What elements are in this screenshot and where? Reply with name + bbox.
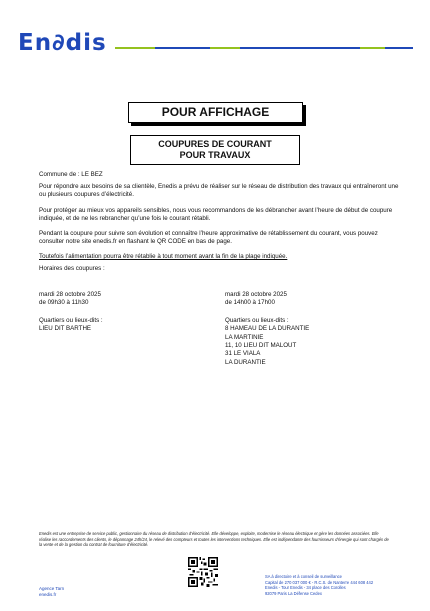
addr-line: Capital de 270 037 000 € - R.C.S. de Nanterre 444 608 442 (265, 579, 374, 585)
place-item: 11, 10 LIEU DIT MALOUT (225, 342, 297, 350)
place-item: LA DURANTIE (225, 358, 266, 366)
outage-time: de 14h00 à 17h00 (225, 299, 275, 307)
outage-2 (225, 291, 309, 367)
agence-website-link[interactable]: enedis.fr (39, 591, 57, 597)
warning: Toutefois l’alimentation pourra être rétablie à tout moment avant la fin de la plage indiquée. (39, 253, 288, 260)
legal-notice: Enedis est une entreprise de service public, gestionnaire du réseau de distribution d’électricité. Elle développe, exploite, modernise le réseau électrique et gère les données associées. Elle réalise les raccordements des clients, le dépannage 24h/24, le relevé des compteurs et toutes les interventions techniques. Elle est indépendante des fournisseurs d’énergie qui sont chargés de la vente et de la gestion du contrat de fourniture d’électricité. (39, 531, 389, 548)
enedis-logo: En∂dis (18, 30, 107, 56)
addr-line: Enedis - Tour Enedis - 34 place des Corolles (265, 585, 346, 591)
addr-line: 92079 Paris La Défense Cedex (265, 590, 322, 596)
outage-1 (39, 291, 103, 334)
agence-name: Agence Tarn (39, 586, 65, 591)
addr-line: SA à directoire et à conseil de surveillance (265, 574, 342, 579)
logo-underline (115, 47, 413, 49)
outage-time: de 09h30 à 11h30 (39, 299, 89, 307)
place-item: 31 LE VIALA (225, 350, 261, 358)
commune: Commune de : LE BEZ (39, 171, 103, 178)
paragraph-3: Pendant la coupure pour suivre son évolution et connaître l’heure approximative de rétablissement du courant, vous pouvez consulter notre site enedis.fr en flashant le QR CODE en bas de page. (39, 230, 378, 246)
title-line1: COUPURES DE COURANT (158, 139, 272, 149)
agence-info (39, 586, 64, 597)
place-item: LA MARTINIE (225, 333, 264, 341)
places-label: Quartiers ou lieux-dits : (225, 316, 289, 324)
company-address (265, 574, 415, 596)
outage-date: mardi 28 octobre 2025 (225, 291, 287, 298)
qr-code[interactable] (188, 557, 218, 587)
title-box (130, 135, 300, 165)
paragraph-2: Pour protéger au mieux vos appareils sensibles, nous vous recommandons de les débrancher avant l’heure de début de coupure indiquée, et de ne les rebrancher qu’une fois le courant rétabli. (39, 207, 393, 223)
place-item: LIEU DIT BARTHE (39, 325, 92, 333)
outage-date: mardi 28 octobre 2025 (39, 291, 101, 298)
title-line2: POUR TRAVAUX (179, 150, 251, 160)
horaires-label: Horaires des coupures : (39, 265, 105, 272)
place-item: 8 HAMEAU DE LA DURANTIE (225, 325, 310, 333)
places-label: Quartiers ou lieux-dits : (39, 316, 103, 324)
paragraph-1: Pour répondre aux besoins de sa clientèle, Enedis a prévu de réaliser sur le réseau de distribution des travaux qui entraîneront une ou plusieurs coupures d’électricité. (39, 183, 399, 199)
pour-affichage-box: POUR AFFICHAGE (128, 102, 303, 123)
